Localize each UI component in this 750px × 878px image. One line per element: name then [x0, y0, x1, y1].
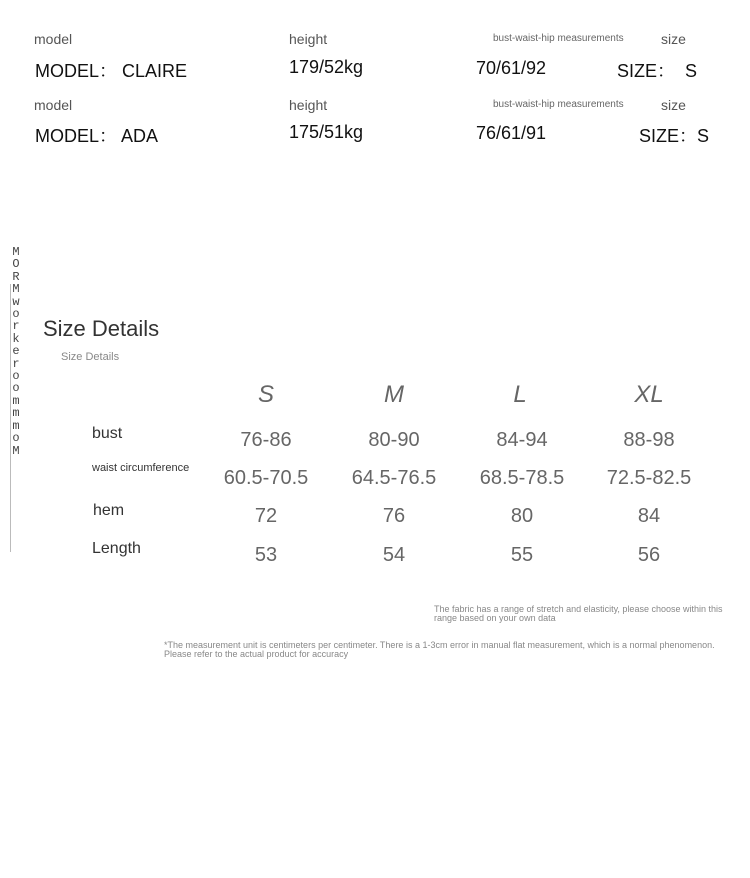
table-cell: 55	[510, 544, 534, 566]
model-measurements: 70/61/92	[476, 58, 547, 78]
brand-vertical-text: MORMworkeroommmoM	[12, 245, 20, 458]
model-measurements: 76/61/91	[476, 123, 547, 143]
table-cell: 88-98	[623, 429, 675, 451]
row-label: waist circumference	[92, 462, 190, 474]
table-cell: 56	[637, 544, 661, 566]
table-cell: 64.5-76.5	[351, 467, 437, 489]
table-cell: 54	[382, 544, 406, 566]
size-details-title: Size Details	[43, 316, 160, 341]
table-cell: 72	[254, 505, 278, 527]
size-label: size	[661, 31, 686, 47]
height-label: height	[289, 31, 328, 47]
row-label: hem	[93, 502, 125, 519]
table-cell: 80-90	[368, 429, 420, 451]
table-cell: 68.5-78.5	[479, 467, 565, 489]
height-label: height	[289, 97, 328, 113]
table-cell: 84-94	[496, 429, 548, 451]
measurement-note: *The measurement unit is centimeters per centimeter. There is a 1-3cm error in manual flat measurement, which is a normal phenomenon. Please refer to the actual product for accuracy	[164, 640, 715, 659]
size-details-subtitle: Size Details	[61, 351, 120, 363]
table-cell: 76-86	[240, 429, 292, 451]
table-cell: 53	[254, 544, 278, 566]
row-label: Length	[92, 540, 141, 557]
table-cell: 84	[637, 505, 661, 527]
table-cell: 60.5-70.5	[223, 467, 309, 489]
size-label: size	[661, 97, 686, 113]
measurements-label: bust-waist-hip measurements	[493, 33, 624, 44]
column-header-s: S	[257, 381, 274, 408]
measurements-label: bust-waist-hip measurements	[493, 99, 624, 110]
model-label: model	[34, 31, 73, 47]
model-height: 179/52kg	[289, 57, 364, 77]
column-header-m: M	[384, 381, 404, 408]
model-name: MODEL： CLAIRE	[35, 61, 188, 81]
table-cell: 80	[510, 505, 534, 527]
model-size: SIZE：S	[639, 126, 710, 146]
column-header-l: L	[513, 381, 527, 408]
table-cell: 76	[382, 505, 406, 527]
table-cell: 72.5-82.5	[606, 467, 692, 489]
column-header-xl: XL	[634, 381, 664, 408]
model-size: SIZE： S	[617, 61, 698, 81]
fabric-note: The fabric has a range of stretch and elasticity, please choose within this range based on your own data	[434, 604, 723, 623]
model-name: MODEL： ADA	[35, 126, 159, 146]
model-label: model	[34, 97, 73, 113]
model-height: 175/51kg	[289, 122, 364, 142]
row-label: bust	[92, 425, 123, 442]
